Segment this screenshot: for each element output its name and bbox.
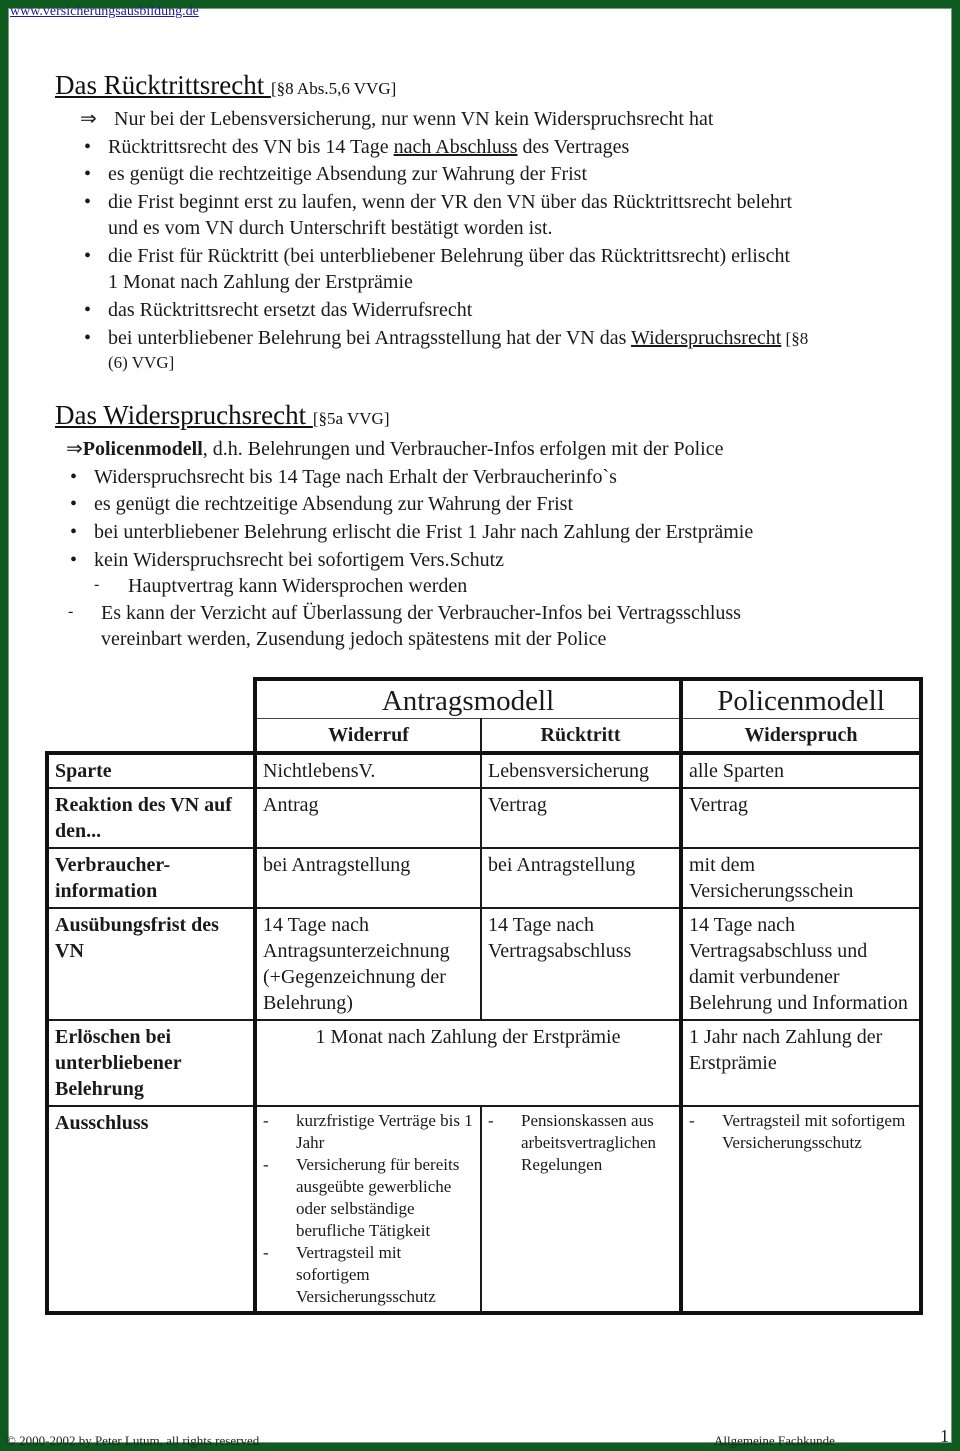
- comparison-table: [45, 677, 923, 1315]
- list-item: kein Widerspruchsrecht bei sofortigem Vers.Schutz: [94, 549, 505, 571]
- list-item-cont: (6) VVG]: [108, 353, 175, 372]
- sub-item: Hauptvertrag kann Widersprochen werden: [128, 575, 468, 597]
- table-row: Ausübungsfrist des VN 14 Tage nach Antragsunterzeichnung (+Gegenzeichnung der Belehrung) 14 Tage nach Vertragsabschluss 14 Tage nach Vertragsabschluss und damit verbundener Belehrung und Information: [47, 908, 921, 1020]
- list-item-cont: und es vom VN durch Unterschrift bestätigt worden ist.: [108, 217, 553, 239]
- footer-copyright: © 2000-2002 by Peter Lutum, all rights reserved: [6, 1433, 260, 1448]
- table-row: Reaktion des VN auf den... Antrag Vertrag Vertrag: [47, 788, 921, 848]
- table-row: Sparte NichtlebensV. Lebensversicherung alle Sparten: [47, 753, 921, 788]
- list-item: Rücktrittsrecht des VN bis 14 Tage nach Abschluss des Vertrages: [108, 136, 630, 158]
- dash-icon: -: [94, 576, 100, 593]
- table-row: Ausschluss - kurzfristige Verträge bis 1 Jahr - Versicherung für bereits ausgeübte gewerbliche oder selbständige berufliche Tätigkeit - Vertragsteil mit sofortigem Versicherungsschutz - Pensionskassen aus arbeitsvertraglichen Regelungen - Vertragsteil mit sofortigem Versicherungsschutz: [47, 1106, 921, 1313]
- header-policenmodell: Policenmodell: [681, 679, 921, 719]
- arrow-line: [80, 106, 713, 132]
- list-item: es genügt die rechtzeitige Absendung zur Wahrung der Frist: [108, 163, 588, 185]
- sub-item: Es kann der Verzicht auf Überlassung der Verbraucher-Infos bei Vertragsschluss: [101, 602, 741, 624]
- bullet-icon: •: [84, 136, 92, 158]
- list-item-cont: 1 Monat nach Zahlung der Erstprämie: [108, 271, 413, 293]
- ausschluss-list-widerspruch: - Vertragsteil mit sofortigem Versicherungsschutz: [689, 1110, 913, 1154]
- list-item: bei unterbliebener Belehrung erlischt die Frist 1 Jahr nach Zahlung der Erstprämie: [94, 521, 754, 543]
- header-antragsmodell: Antragsmodell: [255, 679, 681, 719]
- list-item: es genügt die rechtzeitige Absendung zur Wahrung der Frist: [94, 493, 574, 515]
- ausschluss-list-widerruf: - kurzfristige Verträge bis 1 Jahr - Versicherung für bereits ausgeübte gewerbliche oder selbständige berufliche Tätigkeit - Vertragsteil mit sofortigem Versicherungsschutz: [263, 1110, 474, 1308]
- bullet-icon: •: [70, 466, 78, 488]
- arrow-icon: ⇒: [66, 438, 83, 460]
- heading-ref: [§8 Abs.5,6 VVG]: [270, 79, 397, 98]
- bullet-icon: •: [84, 191, 92, 213]
- col-ruecktritt: Rücktritt: [481, 719, 681, 754]
- list-item: das Rücktrittsrecht ersetzt das Widerrufsrecht: [108, 299, 473, 321]
- section-rucktritt-title: [55, 70, 396, 101]
- bullet-icon: •: [84, 327, 92, 349]
- ausschluss-list-ruecktritt: - Pensionskassen aus arbeitsvertraglichen Regelungen: [488, 1110, 673, 1176]
- dash-icon: -: [68, 603, 74, 620]
- section-widerspruch-title: [55, 400, 390, 431]
- col-widerspruch: Widerspruch: [681, 719, 921, 754]
- arrow-line: ⇒Policenmodell, d.h. Belehrungen und Verbraucher-Infos erfolgen mit der Police: [66, 438, 724, 460]
- heading-text: Das Widerspruchsrecht: [55, 400, 313, 430]
- site-link[interactable]: www.versicherungsausbildung.de: [10, 4, 199, 19]
- bullet-icon: •: [84, 299, 92, 321]
- bullet-icon: •: [70, 521, 78, 543]
- table-row: Verbraucher-information bei Antragstellung bei Antragstellung mit dem Versicherungsschein: [47, 848, 921, 908]
- page-number: 1: [940, 1426, 949, 1446]
- arrow-text: Nur bei der Lebensversicherung, nur wenn VN kein Widerspruchsrecht hat: [114, 108, 714, 130]
- bullet-icon: •: [84, 163, 92, 185]
- heading-ref: [§5a VVG]: [312, 409, 390, 428]
- col-widerruf: Widerruf: [255, 719, 481, 754]
- bullet-icon: •: [70, 549, 78, 571]
- list-item: Widerspruchsrecht bis 14 Tage nach Erhalt der Verbraucherinfo`s: [94, 466, 617, 488]
- heading-text: Das Rücktrittsrecht: [55, 70, 271, 100]
- arrow-icon: ⇒: [80, 108, 97, 130]
- table-row: Erlöschen bei unterbliebener Belehrung 1 Monat nach Zahlung der Erstprämie 1 Jahr nach Zahlung der Erstprämie: [47, 1020, 921, 1106]
- sub-item-cont: vereinbart werden, Zusendung jedoch spätestens mit der Police: [101, 628, 607, 650]
- list-item: die Frist beginnt erst zu laufen, wenn der VR den VN über das Rücktrittsrecht belehrt: [108, 191, 793, 213]
- bullet-icon: •: [84, 245, 92, 267]
- list-item: bei unterbliebener Belehrung bei Antragsstellung hat der VN das Widerspruchsrecht [§8: [108, 327, 809, 349]
- bullet-icon: •: [70, 493, 78, 515]
- list-item: die Frist für Rücktritt (bei unterbliebener Belehrung über das Rücktrittsrecht) erlischt: [108, 245, 791, 267]
- footer-title: Allgemeine Fachkunde: [714, 1433, 835, 1448]
